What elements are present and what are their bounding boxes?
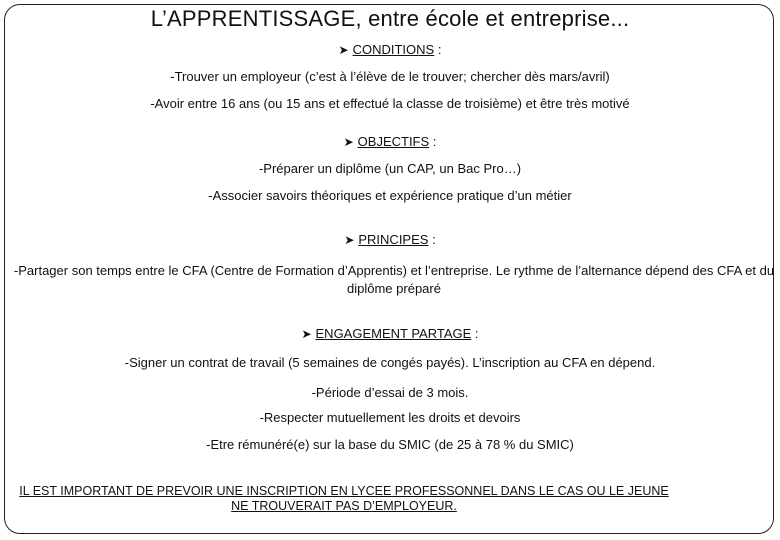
arrow-bullet-icon: ➤ xyxy=(338,43,349,57)
conditions-heading: ➤ CONDITIONS : xyxy=(338,42,442,57)
principes-line-1: -Partager son temps entre le CFA (Centre de Formation d’Apprentis) et l’entreprise. Le rythme de l’alternance dépend des CFA et du diplôme préparé xyxy=(13,263,775,296)
principes-heading: ➤ PRINCIPES : xyxy=(344,232,436,247)
engagement-line-3: -Respecter mutuellement les droits et devoirs xyxy=(259,410,521,425)
page-title: L’APPRENTISSAGE, entre école et entreprise... xyxy=(150,6,630,31)
conditions-line-1: -Trouver un employeur (c’est à l’élève de le trouver; chercher dès mars/avril) xyxy=(170,69,610,84)
engagement-heading: ➤ ENGAGEMENT PARTAGE : xyxy=(301,326,479,341)
objectifs-heading: ➤ OBJECTIFS : xyxy=(343,134,437,149)
objectifs-line-1: -Préparer un diplôme (un CAP, un Bac Pro…) xyxy=(258,161,522,176)
arrow-bullet-icon: ➤ xyxy=(301,327,312,341)
arrow-bullet-icon: ➤ xyxy=(343,135,354,149)
engagement-line-2: -Période d’essai de 3 mois. xyxy=(311,385,469,400)
arrow-bullet-icon: ➤ xyxy=(344,233,355,247)
objectifs-line-2: -Associer savoirs théoriques et expérience pratique d’un métier xyxy=(208,188,572,203)
conditions-line-2: -Avoir entre 16 ans (ou 15 ans et effectué la classe de troisième) et être très motivé xyxy=(150,96,630,111)
engagement-line-4: -Etre rémunéré(e) sur la base du SMIC (de 25 à 78 % du SMIC) xyxy=(206,437,574,452)
engagement-line-1: -Signer un contrat de travail (5 semaines de congés payés). L’inscription au CFA en dépend. xyxy=(124,355,656,370)
footer-note: IL EST IMPORTANT DE PREVOIR UNE INSCRIPTION EN LYCEE PROFESSONNEL DANS LE CAS OU LE JEUNE NE TROUVERAIT PAS D’EMPLOYEUR. xyxy=(19,484,669,513)
